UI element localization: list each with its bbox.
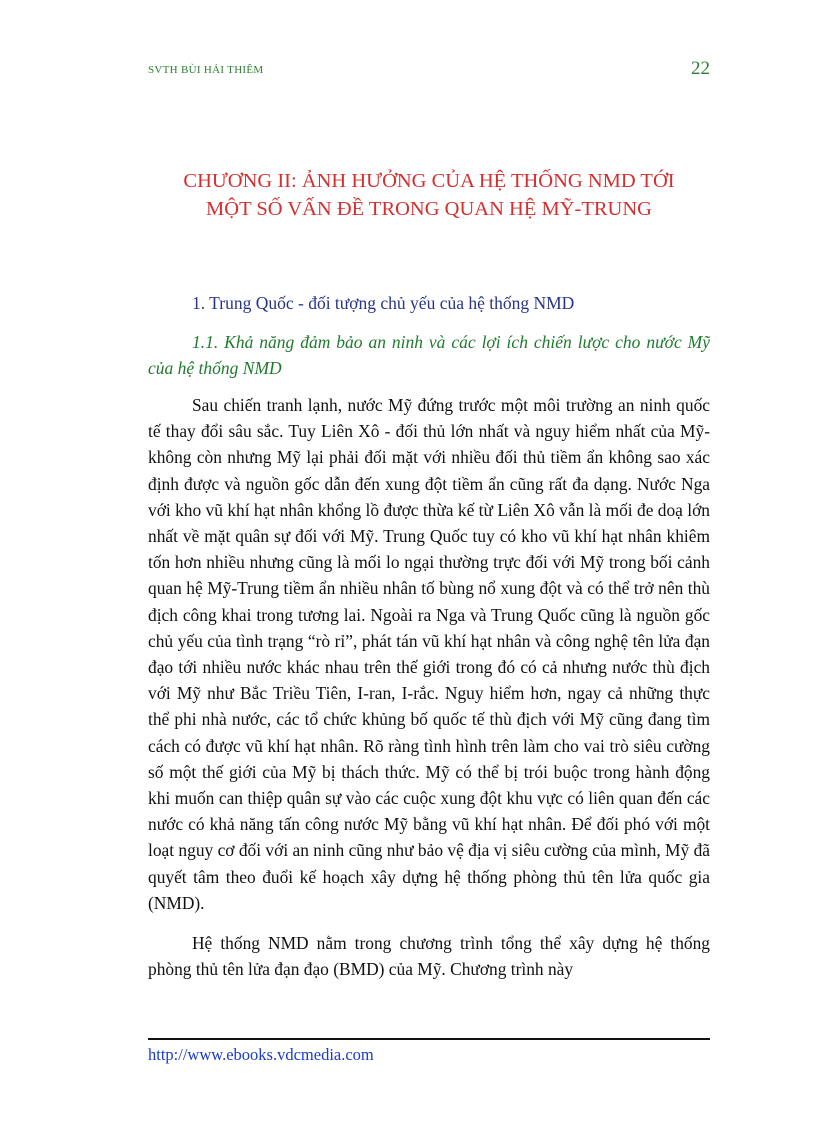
chapter-title-line-1: CHƯƠNG II: ẢNH HƯỞNG CỦA HỆ THỐNG NMD TỚI <box>183 170 675 192</box>
running-header-author: SVTH BÙI HẢI THIÊM <box>148 64 264 76</box>
body-paragraph-1: Sau chiến tranh lạnh, nước Mỹ đứng trước một môi trường an ninh quốc tế thay đổi sâu sắc. Tuy Liên Xô - đối thủ lớn nhất và nguy hiểm nhất của Mỹ- không còn nhưng Mỹ lại phải đối mặt với nhiều đối thủ tiềm ẩn không sao xác định được và nguồn gốc dẫn đến xung đột tiềm ẩn cũng rất đa dạng. Nước Nga với kho vũ khí hạt nhân khổng lồ được thừa kế từ Liên Xô vẫn là mối đe doạ lớn nhất về mặt quân sự đối với Mỹ. Trung Quốc tuy có kho vũ khí hạt nhân khiêm tốn hơn nhiều nhưng cũng là mối lo ngại thường trực đối với Mỹ trong bối cảnh quan hệ Mỹ-Trung tiềm ẩn nhiều nhân tố bùng nổ xung đột và có thể trở nên thù địch công khai trong tương lai. Ngoài ra Nga và Trung Quốc cũng là nguồn gốc chủ yếu của tình trạng “rò rỉ”, phát tán vũ khí hạt nhân và công nghệ tên lửa đạn đạo tới nhiều nước khác nhau trên thế giới trong đó có cả nhưng nước thù địch với Mỹ như Bắc Triều Tiên, I-ran, I-rắc. Nguy hiểm hơn, ngay cả những thực thể phi nhà nước, các tổ chức khủng bố quốc tế thù địch với Mỹ cũng đang tìm cách có được vũ khí hạt nhân. Rõ ràng tình hình trên làm cho vai trò siêu cường số một thế giới của Mỹ bị thách thức. Mỹ có thể bị trói buộc trong hành động khi muốn can thiệp quân sự vào các cuộc xung đột khu vực có liên quan đến các nước có khả năng tấn công nước Mỹ bằng vũ khí hạt nhân. Để đối phó với một loạt nguy cơ đối với an ninh cũng như bảo vệ địa vị siêu cường của mình, Mỹ đã quyết tâm theo đuổi kế hoạch xây dựng hệ thống phòng thủ tên lửa quốc gia (NMD). <box>148 395 710 913</box>
page-number: 22 <box>691 58 710 79</box>
body-paragraph-2: Hệ thống NMD nằm trong chương trình tổng thể xây dựng hệ thống phòng thủ tên lửa đạn đạo (BMD) của Mỹ. Chương trình này <box>148 933 710 980</box>
section-heading: 1. Trung Quốc - đối tượng chủ yếu của hệ thống NMD <box>192 293 575 313</box>
subsection-heading: 1.1. Khả năng đảm bảo an ninh và các lợi ích chiến lược cho nước Mỹ của hệ thống NMD <box>148 332 710 378</box>
footer-divider <box>148 1038 710 1040</box>
body-text <box>148 392 710 996</box>
chapter-title <box>148 167 710 223</box>
footer-link[interactable]: http://www.ebooks.vdcmedia.com <box>148 1045 374 1064</box>
chapter-title-line-2: MỘT SỐ VẤN ĐỀ TRONG QUAN HỆ MỸ-TRUNG <box>206 198 652 220</box>
